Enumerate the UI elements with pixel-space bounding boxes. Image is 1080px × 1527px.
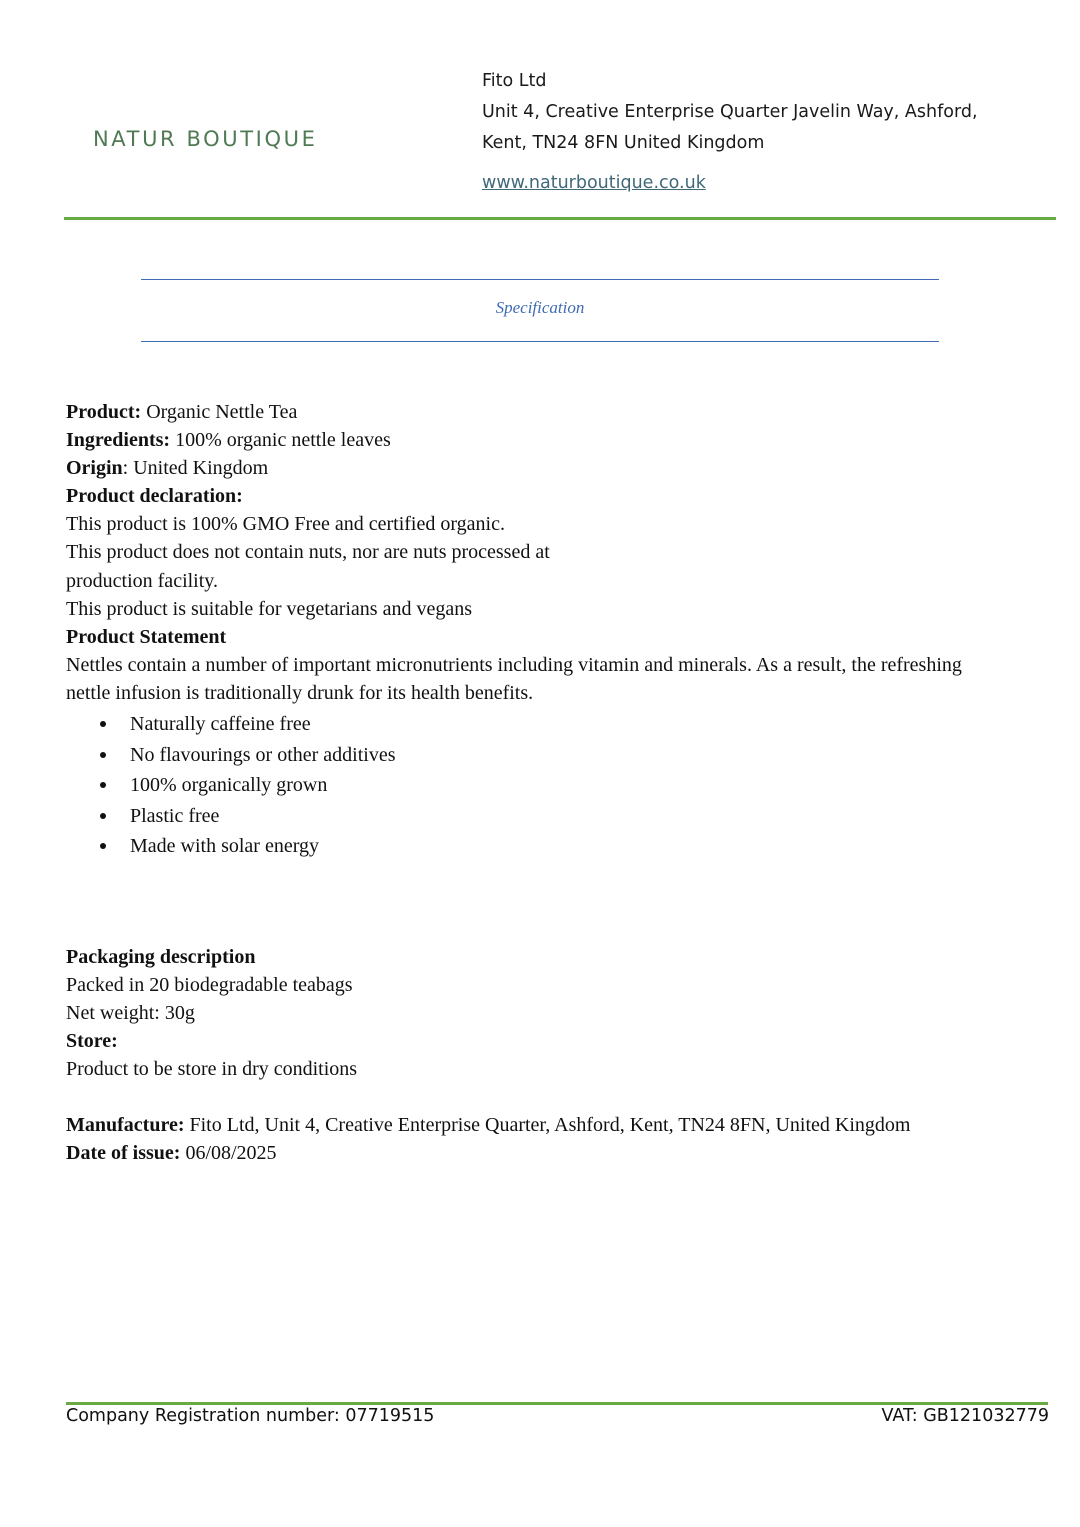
company-address-block (482, 66, 978, 159)
product-line (66, 398, 1026, 426)
product-section (66, 398, 1026, 862)
declaration-line: This product is suitable for vegetarians and vegans (66, 597, 472, 620)
list-item: Made with solar energy (66, 831, 1026, 862)
packaging-section (66, 943, 357, 1083)
product-label: Product: (66, 401, 142, 423)
date-value: 06/08/2025 (180, 1142, 277, 1165)
date-line (66, 1139, 910, 1167)
website-link[interactable]: www.naturboutique.co.uk (482, 173, 706, 193)
statement-text: Nettles contain a number of important micronutrients including vitamin and minerals. As a result, the refreshing nettle infusion is traditionally drunk for its health benefits. (66, 653, 962, 704)
declaration-heading: Product declaration: (66, 485, 243, 508)
footer-divider (66, 1402, 1048, 1405)
product-value: Organic Nettle Tea (141, 401, 298, 423)
origin-line (66, 454, 1026, 482)
feature-list (66, 709, 1026, 862)
origin-value: : United Kingdom (122, 457, 269, 480)
date-label: Date of issue: (66, 1142, 181, 1165)
packaging-line: Packed in 20 biodegradable teabags (66, 974, 353, 997)
packaging-heading: Packaging description (66, 946, 256, 968)
statement-heading: Product Statement (66, 625, 227, 648)
ingredients-value: 100% organic nettle leaves (170, 429, 391, 452)
ingredients-line (66, 426, 1026, 454)
address-line-1: Unit 4, Creative Enterprise Quarter Javelin Way, Ashford, (482, 102, 978, 122)
list-item: 100% organically grown (66, 770, 1026, 801)
store-heading: Store: (66, 1030, 118, 1053)
company-name: Fito Ltd (482, 71, 547, 91)
brand-logo: NATUR BOUTIQUE (93, 127, 318, 151)
declaration-line: production facility. (66, 569, 218, 592)
vat-number: VAT: GB121032779 (881, 1406, 1049, 1426)
manufacture-line (66, 1111, 910, 1139)
declaration-line: This product is 100% GMO Free and certified organic. (66, 513, 505, 536)
list-item: No flavourings or other additives (66, 740, 1026, 771)
document-title: Specification (495, 298, 585, 317)
list-item: Naturally caffeine free (66, 709, 1026, 740)
address-line-2: Kent, TN24 8FN United Kingdom (482, 133, 765, 153)
company-registration: Company Registration number: 07719515 (66, 1406, 435, 1426)
issue-section (66, 1111, 910, 1167)
list-item: Plastic free (66, 801, 1026, 832)
ingredients-label: Ingredients: (66, 429, 171, 452)
manufacture-label: Manufacture: (66, 1114, 185, 1136)
origin-label: Origin (66, 457, 123, 480)
title-rule-bottom (141, 341, 939, 342)
manufacture-value: Fito Ltd, Unit 4, Creative Enterprise Quarter, Ashford, Kent, TN24 8FN, United Kingdom (184, 1114, 911, 1136)
store-text: Product to be store in dry conditions (66, 1058, 358, 1081)
header-divider (64, 217, 1056, 220)
title-rule-top (141, 279, 939, 280)
net-weight-line: Net weight: 30g (66, 1002, 195, 1025)
declaration-line: This product does not contain nuts, nor are nuts processed at (66, 541, 550, 564)
